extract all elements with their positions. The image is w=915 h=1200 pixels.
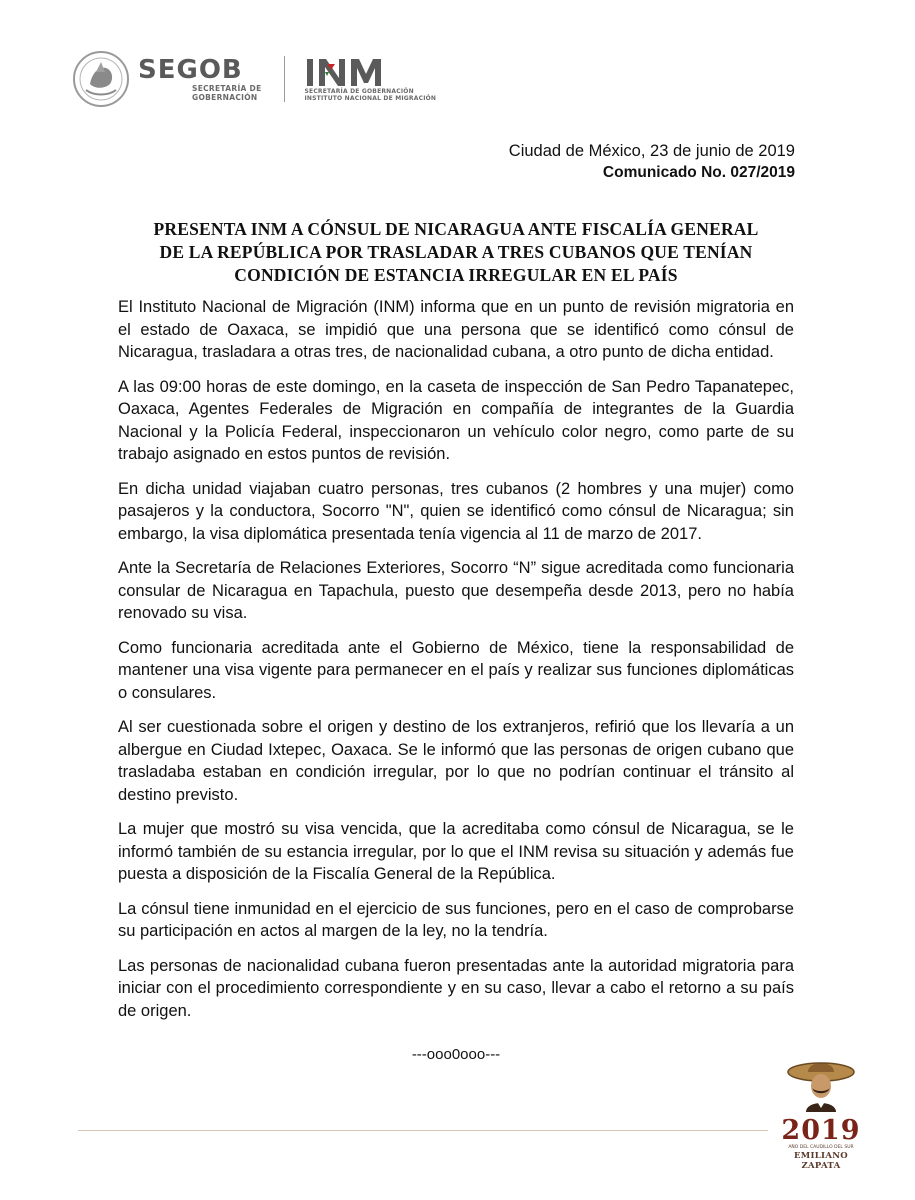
- coat-of-arms-seal-icon: [72, 50, 130, 108]
- emblem-year: 2019: [781, 1115, 861, 1146]
- closing-mark: ---ooo0ooo---: [411, 1046, 501, 1063]
- dateline: [509, 140, 795, 184]
- segob-logo: [138, 56, 262, 102]
- inm-wordmark: [305, 56, 437, 88]
- footer-divider: [78, 1130, 768, 1131]
- body-paragraph: La cónsul tiene inmunidad en el ejercicio de sus funciones, pero en el caso de comprobarse su participación en actos al margen de la ley, no la tendría.: [118, 899, 794, 940]
- zapata-portrait-icon: [786, 1056, 856, 1112]
- body-paragraph: Ante la Secretaría de Relaciones Exteriores, Socorro “N” sigue acreditada como funcionaria consular de Nicaragua en Tapachula, puesto que desempeña desde 2013, pero no había renovado su visa.: [118, 559, 794, 622]
- title-line-1: PRESENTA INM A CÓNSUL DE NICARAGUA ANTE FISCALÍA GENERAL: [153, 219, 759, 239]
- body-paragraph: A las 09:00 horas de este domingo, en la caseta de inspección de San Pedro Tapanatepec, Oaxaca, Agentes Federales de Migración en compañía de integrantes de la Guardia Nacional y la Policía Federal, inspeccionaron un vehículo color negro, como parte de su trabajo asignado en estos puntos de revisión.: [118, 377, 794, 463]
- emblem-small-text: AÑO DEL CAUDILLO DEL SUR: [788, 1145, 854, 1150]
- emblem-name: EMILIANO ZAPATA: [794, 1151, 848, 1171]
- inm-subtitle-line1: SECRETARÍA DE GOBERNACIÓN: [304, 88, 414, 95]
- body-paragraph: Como funcionaria acreditada ante el Gobierno de México, tiene la responsabilidad de mantener una visa vigente para permanecer en el país y realizar sus funciones diplomáticas o consulares.: [118, 638, 794, 702]
- segob-subtitle-line2: GOBERNACIÓN: [192, 93, 258, 102]
- letterhead: [72, 48, 436, 110]
- place-date: Ciudad de México, 23 de junio de 2019: [508, 142, 795, 160]
- press-release-title: [118, 218, 794, 287]
- press-release-body: [118, 296, 794, 1034]
- body-paragraph: El Instituto Nacional de Migración (INM) informa que en un punto de revisión migratoria en el estado de Oaxaca, se impidió que una persona que se identificó como cónsul de Nicaragua, trasladara a otras tres, de nacionalidad cubana, a otro punto de dicha entidad.: [118, 298, 794, 361]
- body-paragraph: La mujer que mostró su visa vencida, que la acreditaba como cónsul de Nicaragua, se le informó también de su estancia irregular, por lo que el INM revisa su situación y además fue puesta a disposición de la Fiscalía General de la República.: [118, 820, 794, 883]
- segob-subtitle-line1: SECRETARÍA DE: [192, 84, 262, 93]
- title-line-2: DE LA REPÚBLICA POR TRASLADAR A TRES CUBANOS QUE TENÍAN: [159, 242, 753, 262]
- title-line-3: CONDICIÓN DE ESTANCIA IRREGULAR EN EL PAÍS: [234, 265, 678, 285]
- body-paragraph: Al ser cuestionada sobre el origen y destino de los extranjeros, refirió que los llevaría a un albergue en Ciudad Ixtepec, Oaxaca. Se le informó que las personas de origen cubano que trasladaba estaban en condición irregular, por lo que no podrían continuar el tránsito al destino previsto.: [118, 718, 794, 804]
- inm-subtitle-line2: INSTITUTO NACIONAL DE MIGRACIÓN: [304, 95, 437, 102]
- release-number: Comunicado No. 027/2019: [602, 164, 795, 181]
- logo-divider: [284, 56, 285, 102]
- inm-logo: [305, 56, 437, 102]
- segob-name: SEGOB: [138, 55, 243, 85]
- body-paragraph: En dicha unidad viajaban cuatro personas, tres cubanos (2 hombres y una mujer) como pasajeros y la conductora, Socorro "N", quien se identificó como cónsul de Nicaragua; sin embargo, la visa diplomática presentada tenía vigencia al 11 de marzo de 2017.: [118, 479, 794, 543]
- body-paragraph: Las personas de nacionalidad cubana fueron presentadas ante la autoridad migratoria para iniciar con el procedimiento correspondiente y en su caso, llevar a cabo el retorno a su país de origen.: [118, 956, 794, 1020]
- inm-wordmark-icon: [305, 56, 395, 88]
- zapata-2019-emblem: [773, 1056, 869, 1171]
